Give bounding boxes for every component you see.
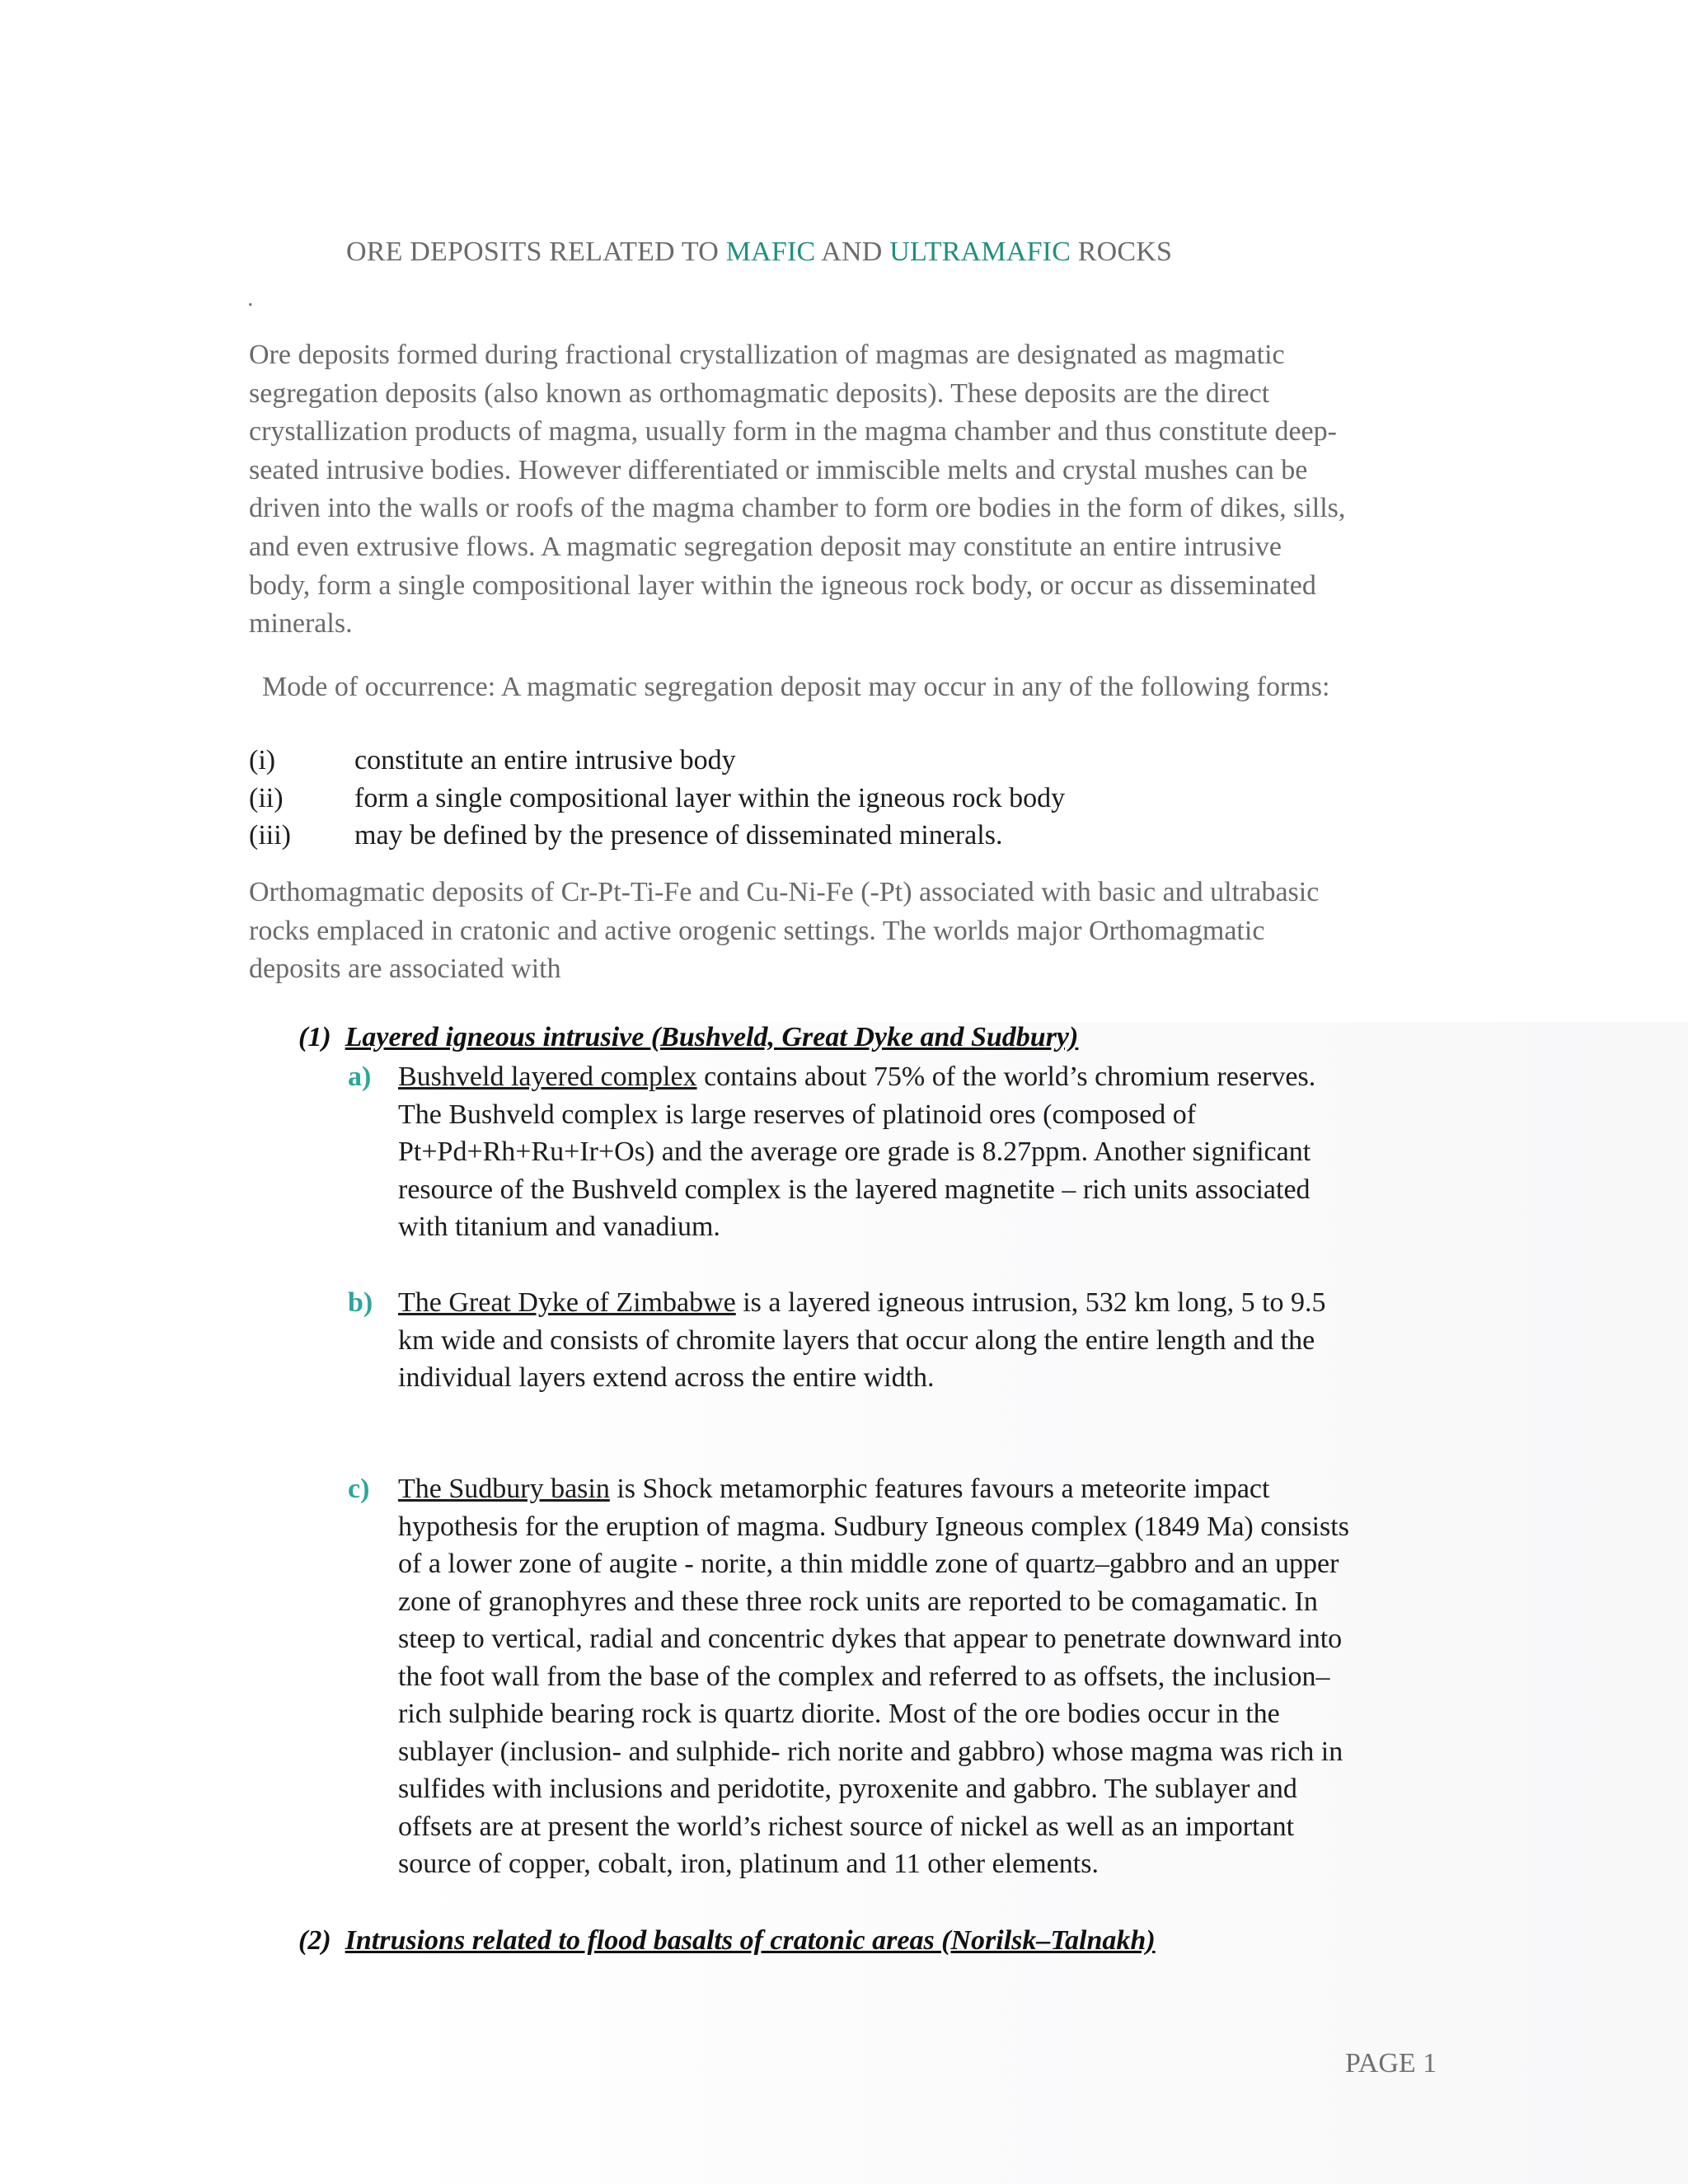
section-number: (1): [298, 1022, 331, 1052]
item-line: Pt+Pd+Rh+Ru+Ir+Os) and the average ore grade is 8.27ppm. Another significant: [398, 1137, 1311, 1167]
intro-line: and even extrusive flows. A magmatic segregation deposit may constitute an entire intrusive: [249, 531, 1282, 562]
title-prefix: ORE DEPOSITS RELATED TO: [346, 237, 726, 267]
ortho-line: Orthomagmatic deposits of Cr-Pt-Ti-Fe and Cu-Ni-Fe (-Pt) associated with basic and ultrabasic: [249, 877, 1320, 907]
list-item: [249, 817, 1065, 855]
section-title: Layered igneous intrusive (Bushveld, Great Dyke and Sudbury): [345, 1022, 1079, 1052]
item-line: contains about 75% of the world’s chromium reserves.: [696, 1062, 1316, 1092]
item-text: [398, 1470, 1688, 1883]
list-item-text: constitute an entire intrusive body: [354, 745, 736, 776]
item-line: sublayer (inclusion- and sulphide- rich norite and gabbro) whose magma was rich in: [398, 1736, 1343, 1767]
list-item-number: (i): [249, 745, 276, 776]
list-item-number: (ii): [249, 782, 284, 813]
item-line: resource of the Bushveld complex is the layered magnetite – rich units associated: [398, 1174, 1311, 1205]
intro-line: driven into the walls or roofs of the magma chamber to form ore bodies in the form of dikes, sills,: [249, 493, 1346, 524]
intro-line: crystallization products of magma, usually form in the magma chamber and thus constitute deep-: [249, 416, 1337, 448]
list-item-text: form a single compositional layer within the igneous rock body: [354, 782, 1066, 813]
section-number: (2): [298, 1925, 331, 1956]
list-item: [249, 780, 1065, 818]
item-line: individual layers extend across the entire width.: [398, 1362, 935, 1393]
mode-of-occurrence: Mode of occurrence: A magmatic segregation deposit may occur in any of the following forms:: [262, 672, 1330, 702]
item-line: offsets are at present the world’s richest source of nickel as well as an important: [398, 1811, 1295, 1842]
item-line: zone of granophyres and these three rock units are reported to be comagamatic. In: [398, 1586, 1318, 1617]
item-line: of a lower zone of augite - norite, a thin middle zone of quartz–gabbro and an upper: [398, 1549, 1339, 1579]
item-text: [398, 1284, 1688, 1397]
item-line: steep to vertical, radial and concentric dykes that appear to penetrate downward into: [398, 1624, 1343, 1654]
page-number: PAGE 1: [1345, 2048, 1437, 2079]
great-dyke-link[interactable]: The Great Dyke of Zimbabwe: [398, 1287, 736, 1318]
stray-dot: .: [247, 284, 254, 312]
item-text: [398, 1058, 1688, 1246]
item-line: source of copper, cobalt, iron, platinum and 11 other elements.: [398, 1849, 1099, 1879]
item-line: The Bushveld complex is large reserves of platinoid ores (composed of: [398, 1099, 1197, 1130]
item-label: c): [348, 1474, 370, 1504]
item-line: sulfides with inclusions and peridotite, pyroxenite and gabbro. The sublayer and: [398, 1774, 1297, 1804]
section-title: Intrusions related to flood basalts of cratonic areas (Norilsk–Talnakh): [345, 1925, 1156, 1956]
ortho-line: deposits are associated with: [249, 954, 561, 985]
item-line: is a layered igneous intrusion, 532 km long, 5 to 9.5: [735, 1287, 1326, 1318]
bushveld-link[interactable]: Bushveld layered complex: [398, 1062, 697, 1092]
item-line: is Shock metamorphic features favours a meteorite impact: [609, 1474, 1270, 1504]
list-item-text: may be defined by the presence of disseminated minerals.: [354, 820, 1003, 851]
section-heading-1: [298, 1022, 1078, 1053]
item-line: hypothesis for the eruption of magma. Sudbury Igneous complex (1849 Ma) consists: [398, 1511, 1349, 1542]
sudbury-link[interactable]: The Sudbury basin: [398, 1474, 610, 1504]
page-title: [346, 237, 1172, 268]
list-item: [249, 742, 1065, 780]
item-line: the foot wall from the base of the complex and referred to as offsets, the inclusion–: [398, 1661, 1330, 1692]
title-mafic: MAFIC: [725, 237, 816, 267]
forms-list: [249, 742, 1065, 855]
list-item-number: (iii): [249, 820, 291, 851]
item-line: with titanium and vanadium.: [398, 1212, 720, 1242]
item-line: rich sulphide bearing rock is quartz diorite. Most of the ore bodies occur in the: [398, 1699, 1280, 1729]
item-label: a): [348, 1062, 372, 1092]
intro-line: body, form a single compositional layer within the igneous rock body, or occur as disseminated: [249, 569, 1316, 601]
intro-line: Ore deposits formed during fractional crystallization of magmas are designated as magmatic: [249, 340, 1285, 370]
title-rocks: ROCKS: [1071, 237, 1173, 267]
title-and: AND: [815, 237, 890, 267]
intro-line: seated intrusive bodies. However differentiated or immiscible melts and crystal mushes can be: [249, 454, 1308, 485]
intro-paragraph: [249, 336, 1452, 644]
section-heading-2: [298, 1925, 1156, 1957]
item-line: km wide and consists of chromite layers that occur along the entire length and the: [398, 1324, 1315, 1356]
item-label: b): [348, 1287, 373, 1318]
title-ultramafic: ULTRAMAFIC: [889, 237, 1071, 267]
intro-line: segregation deposits (also known as orthomagmatic deposits). These deposits are the direct: [249, 377, 1270, 409]
ortho-line: rocks emplaced in cratonic and active orogenic settings. The worlds major Orthomagmatic: [249, 915, 1265, 946]
orthomagmatic-paragraph: [249, 874, 1452, 989]
intro-line: minerals.: [249, 608, 353, 640]
